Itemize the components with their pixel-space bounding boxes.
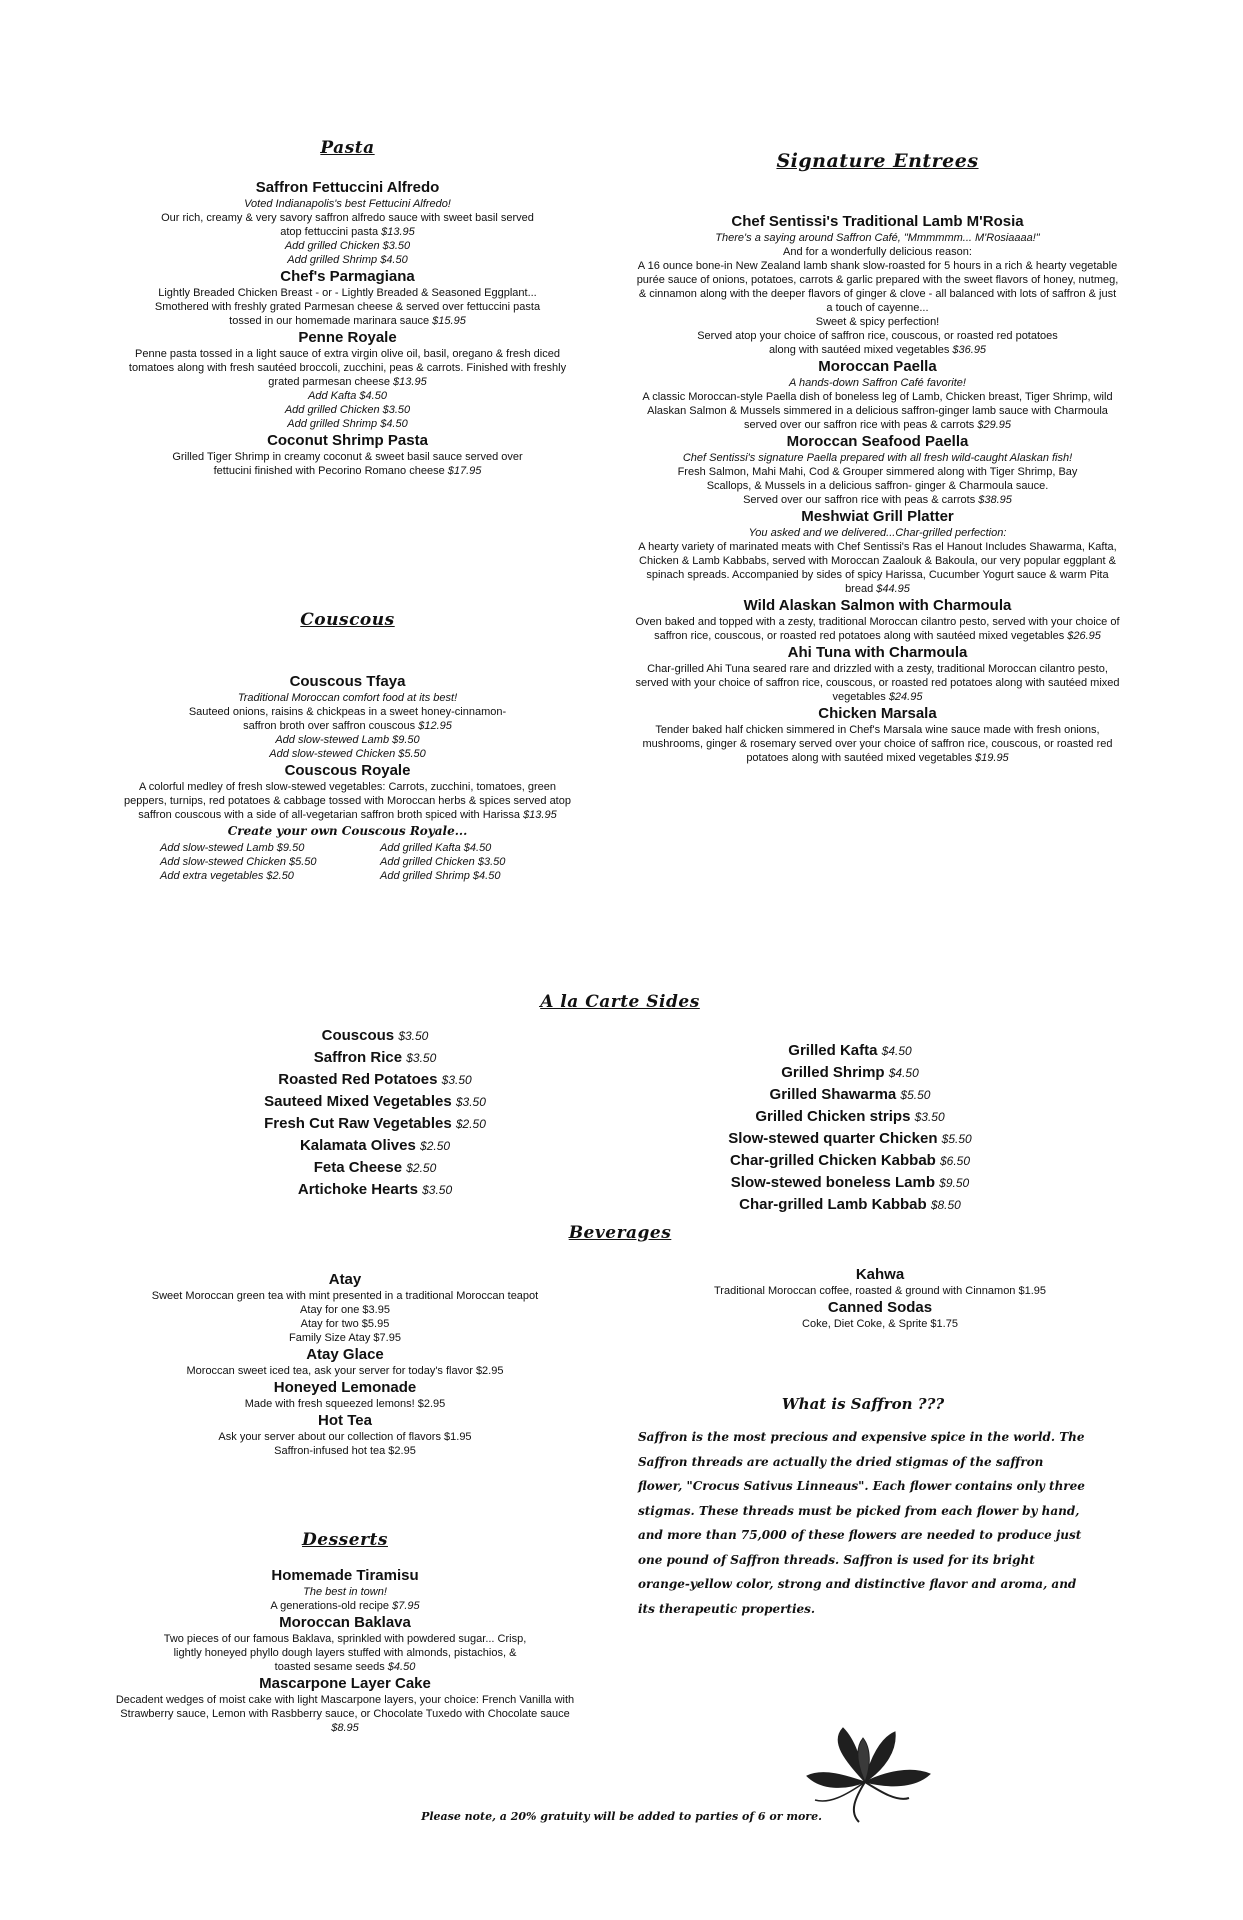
menu-item-desc: A classic Moroccan-style Paella dish of boneless leg of Lamb, Chicken breast, Tiger Shrimp, wild Alaskan Salmon & Mussels simmered in a delicious saffron-ginger lamb sauce with Charmoula served over our saffron rice with peas & carrots $29.95 [642, 391, 1113, 431]
menu-item-addon: Add grilled Chicken $3.50 [284, 240, 411, 252]
side-price: $3.50 [406, 1051, 437, 1065]
menu-item-tagline: Voted Indianapolis's best Fettucini Alfredo! [244, 198, 451, 210]
menu-item-desc: A colorful medley of fresh slow-stewed vegetables: Carrots, zucchini, tomatoes, green peppers, turnips, red potatoes & cabbage tossed with Moroccan herbs & spices served atop saffron couscous with a side of all-vegetarian saffron broth spiced with Harissa $13.95 [124, 781, 571, 821]
menu-item-name: Moroccan Baklava [279, 1614, 411, 1631]
menu-item-desc: Smothered with freshly grated Parmesan cheese & served over fettuccini pasta [154, 301, 541, 313]
side-price: $2.50 [406, 1161, 437, 1175]
menu-item-desc: Made with fresh squeezed lemons! $2.95 [244, 1398, 446, 1410]
menu-item-name: Canned Sodas [827, 1299, 933, 1316]
menu-item-desc: Ask your server about our collection of flavors $1.95 [218, 1431, 472, 1443]
beverages-left [110, 1270, 580, 1458]
sides-right-list [700, 1040, 1000, 1216]
side-price: $4.50 [888, 1066, 919, 1080]
menu-item-desc: Oven baked and topped with a zesty, traditional Moroccan cilantro pesto, served with your choice of saffron rice, couscous, or roasted red potatoes along with sautéed mixed vegetables $26.95 [635, 616, 1120, 642]
menu-item-addon: Add grilled Shrimp $4.50 [287, 254, 408, 266]
side-item: Char-grilled Lamb Kabbab $8.50 [739, 1196, 961, 1213]
couscous-section [115, 610, 580, 883]
sides-title: A la Carte Sides [540, 992, 700, 1012]
menu-item-name: Saffron Fettuccini Alfredo [255, 179, 440, 196]
menu-item-desc: Penne pasta tossed in a light sauce of extra virgin olive oil, basil, oregano & fresh diced tomatoes along with fresh sautéed broccoli, zucchini, peas & carrots. Finished with freshly grated parmesan cheese $13.95 [128, 348, 567, 388]
addon-option: Add grilled Chicken $3.50 [380, 856, 506, 868]
side-item: Kalamata Olives $2.50 [299, 1137, 451, 1154]
side-item: Fresh Cut Raw Vegetables $2.50 [264, 1115, 486, 1132]
menu-item-desc: Family Size Atay $7.95 [289, 1332, 401, 1344]
addon-option: Add grilled Shrimp $4.50 [380, 870, 501, 882]
menu-item-desc: Grilled Tiger Shrimp in creamy coconut & sweet basil sauce served over fettucini finished with Pecorino Romano cheese $17.95 [172, 451, 523, 477]
menu-item-name: Meshwiat Grill Platter [801, 508, 954, 525]
menu-item-name: Hot Tea [318, 1412, 372, 1429]
menu-item-desc: Served over our saffron rice with peas & carrots $38.95 [743, 494, 1012, 506]
signature-entrees-section [635, 150, 1120, 765]
menu-item-addon: Add slow-stewed Chicken $5.50 [269, 748, 426, 760]
menu-item-desc: Moroccan sweet iced tea, ask your server for today's flavor $2.95 [186, 1365, 504, 1377]
menu-item-price: $19.95 [975, 752, 1009, 764]
pasta-section [115, 138, 580, 478]
side-price: $8.50 [930, 1198, 961, 1212]
menu-item-price: $44.95 [876, 583, 910, 595]
menu-item-name: Coconut Shrimp Pasta [267, 432, 428, 449]
create-your-own-options [115, 841, 580, 883]
side-price: $6.50 [940, 1154, 971, 1168]
menu-item-desc: Tender baked half chicken simmered in Chef's Marsala wine sauce made with fresh onions, mushrooms, ginger & rosemary served over your choice of saffron rice, couscous, or roasted red potatoes along with sautéed mixed vegetables $19.95 [642, 724, 1113, 764]
saffron-info-text: Saffron is the most precious and expensive spice in the world. The Saffron threads are actually the dried stigmas of the saffron flower, "Crocus Sativus Linneaus". Each flower contains only three stigmas. These threads must be picked from each flower by hand, and more than 75,000 of these flowers are needed to produce just one pound of Saffron threads. Saffron is used for its bright orange-yellow color, strong and distinctive flavor and aroma, and its therapeutic properties. [638, 1430, 1085, 1616]
pasta-title: Pasta [320, 138, 375, 158]
menu-item-desc: A 16 ounce bone-in New Zealand lamb shank slow-roasted for 5 hours in a rich & hearty vegetable purée sauce of onions, potatoes, carrots & garlic prepared with the sweet flavors of honey, nutmeg, & cinnamon along with the deeper flavors of ginger & clove - all balanced with lots of saffron & just a touch of cayenne... [636, 260, 1119, 314]
menu-item-price: $7.95 [392, 1600, 420, 1612]
menu-item-desc: Atay for two $5.95 [300, 1318, 390, 1330]
menu-item-addon: Add Kafta $4.50 [308, 390, 387, 402]
side-item: Slow-stewed boneless Lamb $9.50 [730, 1174, 970, 1191]
menu-item-name: Chicken Marsala [818, 705, 937, 722]
side-price: $4.50 [881, 1044, 912, 1058]
menu-item-desc: Two pieces of our famous Baklava, sprinkled with powdered sugar... Crisp, lightly honeyed phyllo dough layers stuffed with almonds, pistachios, & toasted sesame seeds $4.50 [163, 1633, 527, 1673]
side-price: $2.50 [420, 1139, 451, 1153]
side-price: $3.50 [422, 1183, 453, 1197]
side-item: Grilled Shrimp $4.50 [781, 1064, 919, 1081]
create-options-right [380, 841, 580, 883]
menu-item-desc: And for a wonderfully delicious reason: [783, 246, 972, 258]
menu-item-desc: Sauteed onions, raisins & chickpeas in a sweet honey-cinnamon-saffron broth over saffron couscous $12.95 [188, 706, 507, 732]
menu-item-name: Atay [328, 1271, 362, 1288]
menu-item-name: Mascarpone Layer Cake [259, 1675, 431, 1692]
menu-item-desc: A hearty variety of marinated meats with Chef Sentissi's Ras el Hanout Includes Shawarma, Kafta, Chicken & Lamb Kabbabs, served with Moroccan Zaalouk & Bakoula, our very popular eggplant & spinach spreads. Accompanied by sides of spicy Harissa, Cucumber Yogurt sauce & warm Pita bread $44.95 [638, 541, 1117, 595]
menu-item-desc: Sweet & spicy perfection! [815, 316, 940, 328]
menu-item-desc: Atay for one $3.95 [300, 1304, 390, 1316]
menu-item-tagline: There's a saying around Saffron Café, "Mmmmmm... M'Rosiaaaa!" [715, 232, 1040, 244]
side-item: Grilled Shawarma $5.50 [769, 1086, 931, 1103]
menu-item-price: $24.95 [888, 691, 923, 703]
menu-item-name: Wild Alaskan Salmon with Charmoula [743, 597, 1012, 614]
menu-item-desc: Coke, Diet Coke, & Sprite $1.75 [802, 1318, 958, 1330]
saffron-info-section [638, 1395, 1088, 1621]
desserts-section [110, 1530, 580, 1735]
side-price: $3.50 [914, 1110, 945, 1124]
menu-item-price: $38.95 [978, 494, 1012, 506]
side-item: Grilled Chicken strips $3.50 [755, 1108, 945, 1125]
create-your-own-title: Create your own Couscous Royale... [227, 824, 468, 838]
menu-item-name: Honeyed Lemonade [273, 1379, 417, 1396]
menu-item-addon: Add grilled Shrimp $4.50 [287, 418, 408, 430]
menu-item-price: $8.95 [331, 1722, 359, 1734]
menu-item-tagline: A hands-down Saffron Café favorite! [789, 377, 966, 389]
menu-item-price: $13.95 [523, 809, 557, 821]
menu-item-desc: Saffron-infused hot tea $2.95 [274, 1445, 416, 1457]
beverages-title: Beverages [568, 1223, 672, 1243]
menu-item-desc: Served atop your choice of saffron rice, couscous, or roasted red potatoes along with sautéed mixed vegetables $36.95 [697, 330, 1058, 356]
menu-item-tagline: The best in town! [303, 1586, 387, 1598]
menu-item-price: $4.50 [387, 1661, 416, 1673]
addon-option: Add slow-stewed Chicken $5.50 [160, 856, 317, 868]
side-price: $5.50 [941, 1132, 972, 1146]
menu-item-desc: Our rich, creamy & very savory saffron alfredo sauce with sweet basil served atop fettuccini pasta $13.95 [161, 212, 534, 238]
addon-option: Add grilled Kafta $4.50 [380, 842, 492, 854]
addon-option: Add slow-stewed Lamb $9.50 [160, 842, 305, 854]
side-item: Char-grilled Chicken Kabbab $6.50 [729, 1152, 971, 1169]
side-item: Feta Cheese $2.50 [313, 1159, 437, 1176]
saffron-info-title: What is Saffron ??? [781, 1395, 945, 1413]
menu-item-price: $15.95 [432, 315, 466, 327]
menu-item-price: $26.95 [1067, 630, 1101, 642]
menu-item-name: Chef Sentissi's Traditional Lamb M'Rosia [731, 213, 1024, 230]
menu-item-name: Ahi Tuna with Charmoula [787, 644, 968, 661]
gratuity-note: Please note, a 20% gratuity will be added to parties of 6 or more. [421, 1810, 822, 1823]
menu-item-name: Moroccan Paella [818, 358, 937, 375]
couscous-title: Couscous [300, 610, 395, 630]
menu-item-tagline: Traditional Moroccan comfort food at its best! [237, 692, 458, 704]
side-item: Grilled Kafta $4.50 [788, 1042, 912, 1059]
sides-left-list [240, 1025, 510, 1201]
menu-item-price: $17.95 [447, 465, 482, 477]
menu-item-price: $13.95 [381, 226, 415, 238]
menu-item-addon: Add slow-stewed Lamb $9.50 [275, 734, 420, 746]
menu-item-desc: Decadent wedges of moist cake with light Mascarpone layers, your choice: French Vanilla with Strawberry sauce, Lemon with Rasbberry sauce, or Chocolate Tuxedo with Chocolate sauce $8.95 [115, 1694, 575, 1734]
signature-title: Signature Entrees [776, 150, 979, 172]
side-item: Saffron Rice $3.50 [313, 1049, 437, 1066]
side-price: $2.50 [455, 1117, 486, 1131]
side-item: Slow-stewed quarter Chicken $5.50 [728, 1130, 972, 1147]
side-item: Roasted Red Potatoes $3.50 [278, 1071, 472, 1088]
menu-item-name: Atay Glace [306, 1346, 384, 1363]
menu-item-name: Couscous Tfaya [289, 673, 406, 690]
menu-item-price: $36.95 [952, 344, 987, 356]
side-price: $3.50 [398, 1029, 429, 1043]
side-price: $9.50 [939, 1176, 970, 1190]
menu-item-name: Couscous Royale [284, 762, 411, 779]
menu-item-addon: Add grilled Chicken $3.50 [284, 404, 411, 416]
menu-item-name: Homemade Tiramisu [271, 1567, 419, 1584]
menu-item-tagline: You asked and we delivered...Char-grilled perfection: [748, 527, 1007, 539]
addon-option: Add extra vegetables $2.50 [160, 870, 294, 882]
side-item: Sauteed Mixed Vegetables $3.50 [264, 1093, 486, 1110]
menu-item-desc: Traditional Moroccan coffee, roasted & ground with Cinnamon $1.95 [713, 1285, 1047, 1297]
beverages-right [660, 1265, 1100, 1331]
menu-item-name: Kahwa [855, 1266, 905, 1283]
side-item: Artichoke Hearts $3.50 [297, 1181, 453, 1198]
menu-item-price: $13.95 [393, 376, 427, 388]
menu-item-price: $12.95 [418, 720, 452, 732]
menu-item-name: Chef's Parmagiana [280, 268, 415, 285]
menu-item-desc: Sweet Moroccan green tea with mint presented in a traditional Moroccan teapot [151, 1290, 539, 1302]
side-price: $3.50 [441, 1073, 472, 1087]
menu-item-desc: Char-grilled Ahi Tuna seared rare and drizzled with a zesty, traditional Moroccan cilantro pesto, served with your choice of saffron rice, couscous, or roasted red potatoes along with sautéed mixed vegetables $24.95 [635, 663, 1120, 703]
menu-item-desc: tossed in our homemade marinara sauce $15.95 [229, 315, 466, 327]
menu-item-desc: A generations-old recipe $7.95 [270, 1600, 420, 1612]
side-item: Couscous $3.50 [321, 1027, 429, 1044]
menu-item-desc: Lightly Breaded Chicken Breast - or - Lightly Breaded & Seasoned Eggplant... [158, 287, 537, 299]
menu-item-price: $29.95 [977, 419, 1011, 431]
side-price: $3.50 [455, 1095, 486, 1109]
menu-item-name: Penne Royale [298, 329, 397, 346]
menu-item-desc: Fresh Salmon, Mahi Mahi, Cod & Grouper simmered along with Tiger Shrimp, Bay Scallops, & Mussels in a delicious saffron- ginger & Charmoula sauce. [677, 466, 1078, 492]
menu-item-tagline: Chef Sentissi's signature Paella prepared with all fresh wild-caught Alaskan fish! [682, 452, 1073, 464]
side-price: $5.50 [900, 1088, 931, 1102]
menu-item-name: Moroccan Seafood Paella [786, 433, 969, 450]
create-options-left [160, 841, 360, 883]
desserts-title: Desserts [302, 1530, 388, 1550]
